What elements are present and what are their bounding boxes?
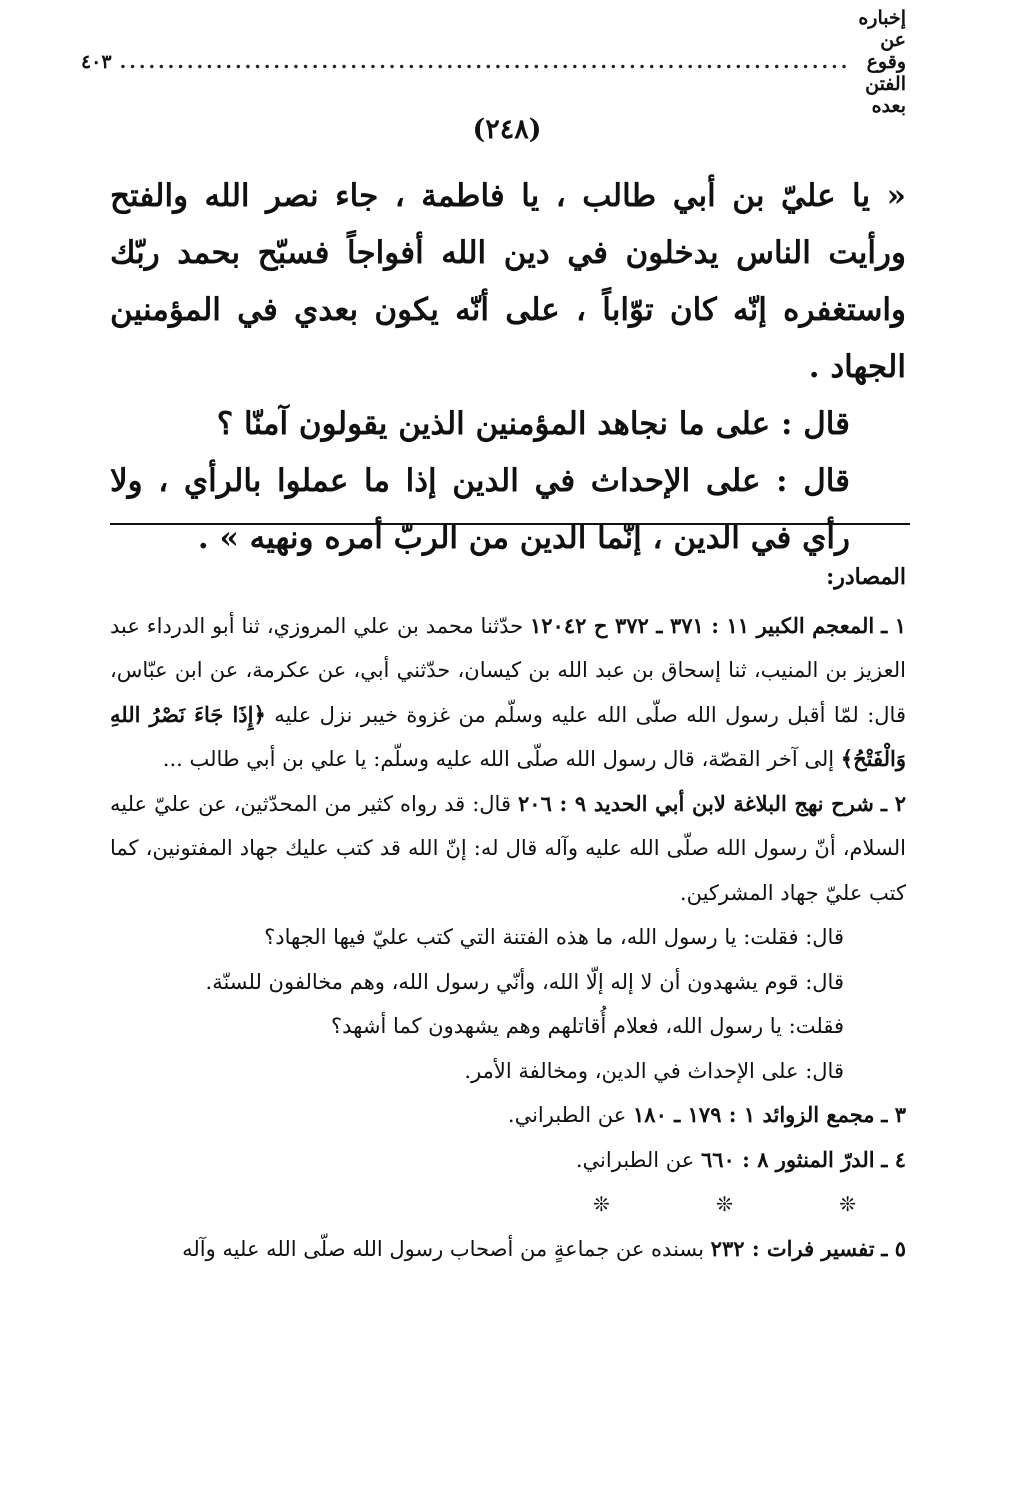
source-item-3 <box>110 1093 906 1138</box>
source-text: بسنده عن جماعةٍ من أصحاب رسول الله صلّى الله عليه وآله <box>182 1236 704 1261</box>
dialog-line: قال: قوم يشهدون أن لا إله إلّا الله، وأنّي رسول الله، وهم مخالفون للسنّة. <box>205 969 844 994</box>
source-text: عن الطبراني. <box>507 1103 627 1127</box>
dialog-line: قال: فقلت: يا رسول الله، ما هذه الفتنة التي كتب عليّ فيها الجهاد؟ <box>264 925 844 949</box>
source-item-4 <box>110 1138 906 1183</box>
dialog-line: قال: على الإحداث في الدين، ومخالفة الأمر. <box>464 1058 844 1083</box>
footnote-separator <box>110 523 910 525</box>
hadith-number: (٢٤٨) <box>472 114 542 145</box>
source-item-1 <box>110 604 906 782</box>
hadith-answer: قال : على الإحداث في الدين إذا ما عملوا بالرأي ، ولا رأي في الدين ، إنّما الدين من الربّ أمره ونهيه » . <box>110 463 850 556</box>
source-title: المعجم الكبير ١١ : ٣٧١ ـ ٣٧٢ ح ١٢٠٤٢ <box>530 612 875 638</box>
dialog-line: فقلت: يا رسول الله، فعلام أُقاتلهم وهم يشهدون كما أشهد؟ <box>331 1014 844 1038</box>
quran-verse: ﴿إِذَا جَاءَ نَصْرُ اللهِ وَالْفَتْحُ﴾ <box>110 701 906 771</box>
leader-dots: ............................................................................ <box>119 51 851 73</box>
source-title: تفسير فرات : ٢٣٢ <box>710 1235 875 1261</box>
sources-section <box>110 555 906 1271</box>
source-title: الدرّ المنثور ٨ : ٦٦٠ <box>701 1146 875 1172</box>
source-text: إلى آخر القصّة، قال رسول الله صلّى الله عليه وسلّم: يا علي بن أبي طالب ... <box>162 747 835 771</box>
source-number: ١ ـ <box>881 612 907 638</box>
sources-heading: المصادر: <box>826 564 906 590</box>
source-text: عن الطبراني. <box>575 1147 695 1172</box>
running-header <box>80 7 906 117</box>
source-number: ٤ ـ <box>881 1146 906 1172</box>
source-item-5 <box>110 1227 906 1272</box>
source-number: ٣ ـ <box>881 1102 906 1127</box>
page-number: ٤٠٣ <box>80 51 112 73</box>
source-title: شرح نهج البلاغة لابن أبي الحديد ٩ : ٢٠٦ <box>518 790 874 816</box>
source-number: ٢ ـ <box>880 790 906 816</box>
hadith-question: قال : على ما نجاهد المؤمنين الذين يقولون آمنّا ؟ <box>216 406 850 442</box>
source-text: قال: قد رواه كثير من المحدّثين، عن عليّ عليه السلام، أنّ رسول الله صلّى الله عليه وآله قال له: إنّ الله قد كتب عليك جهاد المفتونين، كما كتب عليّ جهاد المشركين. <box>110 791 906 905</box>
hadith-opening: « يا عليّ بن أبي طالب ، يا فاطمة ، جاء نصر الله والفتح ورأيت الناس يدخلون في دين الله أفواجاً فسبّح بحمد ربّك واستغفره إنّه كان توّاباً ، على أنّه يكون بعدي في المؤمنين الجهاد . <box>110 178 906 385</box>
source-title: مجمع الزوائد ١ : ١٧٩ ـ ١٨٠ <box>633 1102 875 1127</box>
hadith-body <box>110 168 906 567</box>
source-number: ٥ ـ <box>881 1235 906 1261</box>
source-text: حدّثنا محمد بن علي المروزي، ثنا أبو الدرداء عبد العزيز بن المنيب، ثنا إسحاق بن عبد الله بن كيسان، حدّثني أبي، عن عكرمة، عن ابن عبّاس، قال: لمّا أقبل رسول الله صلّى الله عليه وسلّم من غزوة خيبر نزل عليه <box>110 613 906 727</box>
chapter-title: إخباره عن وقوع الفتن بعده <box>858 7 906 117</box>
source-item-2 <box>110 782 906 916</box>
section-stars: ❊ ❊ ❊ <box>593 1192 906 1216</box>
